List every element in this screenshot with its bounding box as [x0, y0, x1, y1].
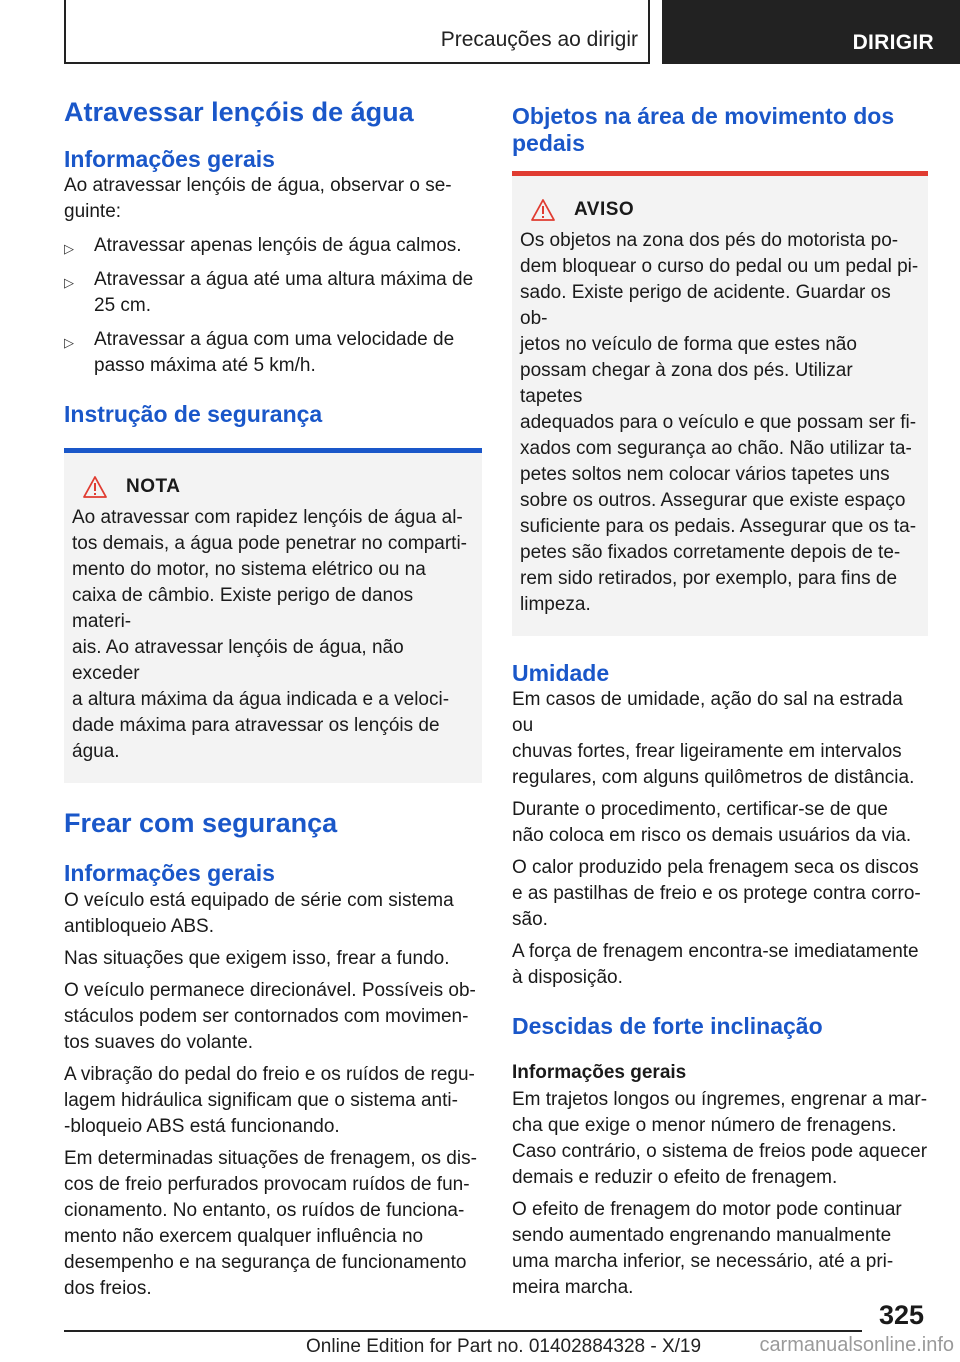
warning-triangle-icon — [82, 475, 108, 499]
footer-divider — [64, 1330, 862, 1332]
descent-text-1: Em trajetos longos ou íngremes, engrenar a mar- cha que exige o menor número de frenagens. Caso contrário, o sistema de freios pode aquecer demais e reduzir o efeito de frenagem. — [512, 1088, 928, 1188]
watermark-logo: carmanualsonline.info — [759, 1334, 954, 1356]
heading-steep-descents: Descidas de forte inclinação — [512, 1013, 823, 1040]
humidity-text-4: A força de frenagem encontra-se imediatamente à disposição. — [512, 941, 919, 989]
humidity-text-1: Em casos de umidade, ação do sal na estrada ou chuvas fortes, frear ligeiramente em intervalos regulares, com alguns quilômetros de distância. — [512, 689, 915, 789]
warning-title: AVISO — [574, 199, 635, 220]
right-column — [512, 98, 928, 1301]
steering-text: O veículo permanece direcionável. Possíveis ob- stáculos podem ser contornados com movimen- tos suaves do volante. — [64, 979, 476, 1053]
list-item: ▷ Atravessar a água até uma altura máxima de 25 cm. — [64, 269, 474, 317]
header-section-title: Precauções ao dirigir — [440, 28, 638, 51]
page-number: 325 — [878, 1300, 924, 1330]
triangle-bullet-icon: ▷ — [64, 275, 74, 291]
humidity-text-2: Durante o procedimento, certificar-se de que não coloca em risco os demais usuários da via. — [512, 799, 912, 847]
notice-text: Ao atravessar com rapidez lençóis de água al- tos demais, a água pode penetrar no comparti- mento do motor, no sistema elétrico ou na caixa de câmbio. Existe perigo de danos materi- ais. Ao atravessar lençóis de água, não exceder a altura máxima da água indicada e a veloci- dade máxima para atravessar os lençóis de água. — [72, 506, 468, 762]
page-header — [0, 0, 960, 64]
warning-triangle-icon — [530, 198, 556, 222]
notice-title: NOTA — [126, 475, 181, 497]
list-item: ▷ Atravessar a água com uma velocidade de passo máxima até 5 km/h. — [64, 329, 455, 377]
notice-header — [72, 471, 474, 503]
header-chapter-tab: DIRIGIR — [662, 0, 960, 64]
warning-box — [512, 171, 928, 636]
left-column — [64, 98, 482, 1302]
water-bullet-list — [64, 233, 482, 379]
abs-text: O veículo está equipado de série com sistema antibloqueio ABS. — [64, 889, 454, 937]
water-intro-text: Ao atravessar lençóis de água, observar o se- guinte: — [64, 175, 452, 223]
triangle-bullet-icon: ▷ — [64, 335, 74, 351]
heading-general-info-water: Informações gerais — [64, 145, 275, 172]
brake-discs-text: Em determinadas situações de frenagem, os dis- cos de freio perfurados provocam ruídos de fun- cionamento. No entanto, os ruídos de funciona- mento não exercem qualquer influência no desempenho e na segurança de funcionamento dos freios. — [64, 1147, 477, 1299]
heading-safe-braking: Frear com segurança — [64, 807, 338, 838]
footer-edition: Online Edition for Part no. 01402884328 - X/19 — [306, 1336, 702, 1357]
warning-header — [520, 194, 920, 226]
heading-water-crossing: Atravessar lençóis de água — [64, 97, 414, 127]
heading-humidity: Umidade — [512, 660, 610, 686]
triangle-bullet-icon: ▷ — [64, 241, 74, 257]
heading-safety-instruction: Instrução de segurança — [64, 401, 323, 428]
descent-text-2: O efeito de frenagem do motor pode continuar sendo aumentado engrenando manualmente uma marcha inferior, se necessário, até a pri- meira marcha. — [512, 1198, 902, 1298]
humidity-text-3: O calor produzido pela frenagem seca os discos e as pastilhas de freio e os protege contra corro- são. — [512, 857, 921, 931]
list-item: ▷ Atravessar apenas lençóis de água calmos. — [64, 233, 482, 259]
vibration-text: A vibração do pedal do freio e os ruídos de regu- lagem hidráulica significam que o sistema anti- -bloqueio ABS está funcionando. — [64, 1063, 475, 1137]
warning-text: Os objetos na zona dos pés do motorista po- dem bloquear o curso do pedal ou um pedal pi- sado. Existe perigo de acidente. Guardar os ob- jetos no veículo de forma que estes não possam chegar à zona dos pés. Utilizar tapetes adequados para o veículo e que possam ser fi- xados com segurança ao chão. Não utilizar ta- petes soltos nem colocar vários tapetes uns sobre os outros. Assegurar que existe espaço suficiente para os pedais. Assegurar que os ta- petes são fixados corretamente depois de te- rem sido retirados, por exemplo, para fins de limpeza. — [520, 230, 919, 615]
notice-box — [64, 448, 482, 783]
heading-pedal-objects: Objetos na área de movimento dos pedais — [512, 103, 895, 156]
heading-general-info-descent: Informações gerais — [512, 1061, 687, 1083]
emergency-brake-text: Nas situações que exigem isso, frear a fundo. — [64, 947, 450, 969]
heading-general-info-brake: Informações gerais — [64, 860, 275, 887]
